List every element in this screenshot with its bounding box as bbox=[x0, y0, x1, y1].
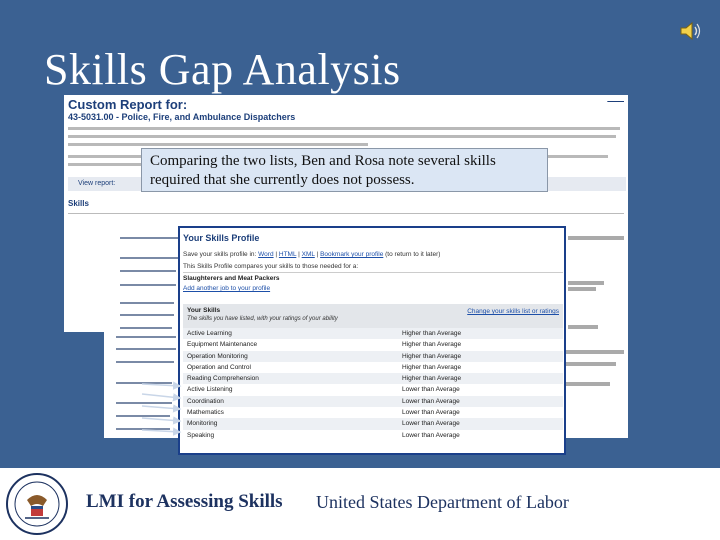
skill-name: Active Learning bbox=[187, 330, 232, 337]
report-text-line bbox=[68, 135, 616, 138]
skill-rating: Higher than Average bbox=[402, 352, 462, 360]
report-skill-text bbox=[566, 350, 624, 354]
speaker-icon[interactable] bbox=[677, 18, 703, 44]
skill-name: Speaking bbox=[187, 431, 215, 439]
report-skill-text bbox=[568, 236, 624, 240]
table-row bbox=[183, 430, 563, 441]
importance-bar bbox=[120, 270, 176, 272]
report-text-line bbox=[68, 143, 368, 146]
callout-text: Comparing the two lists, Ben and Rosa note several skills required that she currently does not possess. bbox=[150, 153, 496, 188]
skill-name: Reading Comprehension bbox=[187, 375, 259, 383]
save-suffix: (to return to it later) bbox=[385, 251, 441, 258]
save-xml-link[interactable]: XML bbox=[301, 251, 315, 258]
skill-name: Mathematics bbox=[187, 409, 224, 417]
table-row bbox=[183, 362, 563, 373]
skill-rating: Higher than Average bbox=[402, 375, 462, 383]
importance-bar bbox=[120, 237, 180, 239]
profile-title: Your Skills Profile bbox=[183, 233, 260, 243]
report-logo bbox=[608, 104, 624, 111]
callout-box bbox=[141, 148, 548, 192]
job-title: Slaughterers and Meat Packers bbox=[183, 275, 280, 282]
footer-right-text: United States Department of Labor bbox=[316, 492, 569, 512]
skill-name: Monitoring bbox=[187, 420, 218, 428]
add-job-link[interactable]: Add another job to your profile bbox=[183, 285, 271, 292]
report-logo-small bbox=[607, 96, 624, 102]
compare-text: This Skills Profile compares your skills to those needed for a: bbox=[183, 263, 359, 270]
table-row bbox=[183, 339, 563, 350]
report-skills-heading: Skills bbox=[68, 199, 89, 208]
skill-rating: Higher than Average bbox=[402, 330, 462, 337]
skills-profile-panel bbox=[178, 226, 566, 455]
department-of-labor-seal bbox=[5, 472, 69, 536]
table-row bbox=[183, 396, 563, 407]
footer-left-text: LMI for Assessing Skills bbox=[86, 491, 283, 512]
slide-title: Skills Gap Analysis bbox=[44, 45, 401, 94]
report-skill-text bbox=[568, 325, 598, 329]
table-row bbox=[183, 384, 563, 395]
report-title: Custom Report for: bbox=[68, 97, 188, 112]
importance-bar bbox=[120, 257, 178, 259]
importance-bar bbox=[120, 327, 172, 329]
report-text-line bbox=[68, 127, 620, 130]
importance-bar bbox=[116, 336, 176, 338]
skills-description: The skills you have listed, with your ratings of your ability bbox=[187, 316, 338, 322]
report-skill-text bbox=[566, 382, 610, 386]
skill-name: Operation and Control bbox=[187, 363, 251, 371]
view-report-label: View report: bbox=[78, 180, 116, 187]
importance-bar bbox=[120, 314, 174, 316]
profile-divider bbox=[183, 272, 563, 273]
importance-bar bbox=[120, 284, 176, 286]
save-profile-line: Save your skills profile in: Word | HTML | XML | Bookmark your profile (to return to it later) bbox=[183, 251, 441, 258]
skill-name: Coordination bbox=[187, 397, 224, 405]
table-row bbox=[183, 351, 563, 362]
importance-bar bbox=[116, 361, 174, 363]
skill-rating: Lower than Average bbox=[402, 397, 460, 405]
skill-rating: Lower than Average bbox=[402, 386, 460, 394]
bookmark-profile-link[interactable]: Bookmark your profile bbox=[320, 251, 384, 258]
report-divider bbox=[68, 213, 624, 214]
table-row bbox=[183, 418, 563, 429]
table-row bbox=[183, 373, 563, 384]
skill-rating: Lower than Average bbox=[402, 420, 460, 428]
skill-name: Equipment Maintenance bbox=[187, 341, 258, 349]
skill-name: Operation Monitoring bbox=[187, 352, 248, 360]
report-skill-text bbox=[568, 287, 596, 291]
report-skill-text bbox=[568, 281, 604, 285]
report-subtitle: 43-5031.00 - Police, Fire, and Ambulance Dispatchers bbox=[68, 112, 296, 122]
skill-rating: Higher than Average bbox=[402, 363, 462, 371]
skill-name: Active Listening bbox=[187, 386, 233, 394]
skills-table bbox=[183, 328, 563, 441]
your-skills-header bbox=[183, 304, 563, 328]
save-prefix: Save your skills profile in: bbox=[183, 251, 257, 258]
skill-rating: Lower than Average bbox=[402, 409, 460, 417]
change-skills-link[interactable]: Change your skills list or ratings bbox=[467, 308, 559, 315]
table-row bbox=[183, 407, 563, 418]
table-row bbox=[183, 328, 563, 339]
skill-rating: Higher than Average bbox=[402, 341, 462, 349]
importance-bar bbox=[120, 302, 174, 304]
importance-bar bbox=[116, 348, 176, 350]
skill-rating: Lower than Average bbox=[402, 431, 460, 439]
your-skills-label: Your Skills bbox=[187, 307, 221, 314]
save-html-link[interactable]: HTML bbox=[278, 251, 297, 258]
arrow-icons bbox=[140, 378, 184, 436]
save-word-link[interactable]: Word bbox=[258, 251, 274, 258]
report-skill-text bbox=[566, 362, 616, 366]
